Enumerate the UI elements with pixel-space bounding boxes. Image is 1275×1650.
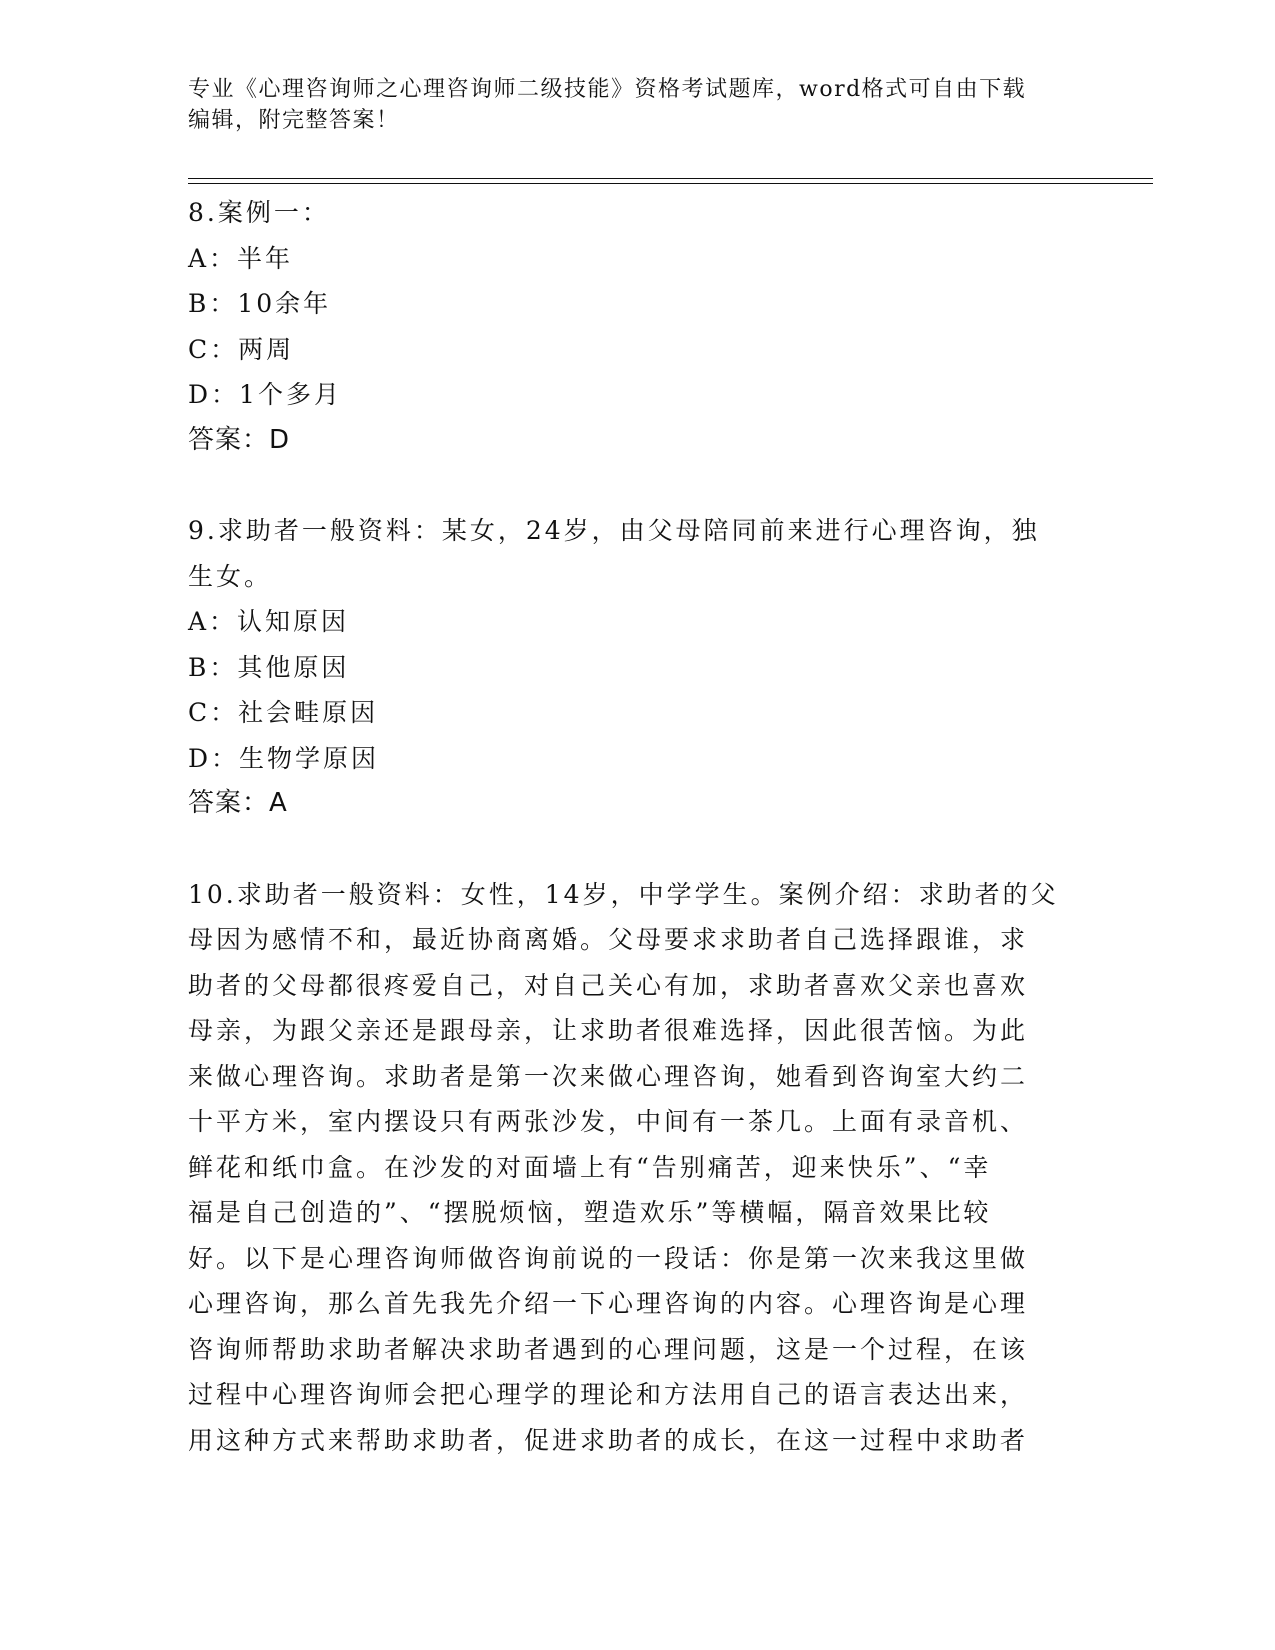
- question-stem-line: 来做心理咨询。求助者是第一次来做心理咨询，她看到咨询室大约二: [188, 1061, 1029, 1091]
- question-list: [188, 190, 1088, 1508]
- question-stem-line: 母因为感情不和，最近协商离婚。父母要求求助者自己选择跟谁，求: [188, 925, 1029, 954]
- question-stem-line: 鲜花和纸巾盒。在沙发的对面墙上有“告别痛苦，迎来快乐”、“幸: [188, 1152, 992, 1182]
- header-line-2: 编辑，附完整答案！: [188, 108, 400, 133]
- answer-label: 答案：A: [188, 788, 288, 818]
- question-stem-line: 10.求助者一般资料：女性，14岁，中学学生。案例介绍：求助者的父: [188, 879, 1059, 909]
- question-stem-line: 咨询师帮助求助者解决求助者遇到的心理问题，这是一个过程，在该: [188, 1334, 1029, 1364]
- question-8: [188, 190, 1088, 463]
- question-stem-line: 用这种方式来帮助求助者，促进求助者的成长，在这一过程中求助者: [188, 1425, 1029, 1455]
- question-stem-line: 福是自己创造的”、“摆脱烦恼，塑造欢乐”等横幅，隔音效果比较: [188, 1198, 992, 1227]
- question-stem-line: 助者的父母都很疼爱自己，对自己关心有加，求助者喜欢父亲也喜欢: [188, 970, 1029, 1000]
- option-a: A：认知原因: [188, 607, 350, 636]
- option-b: B：10余年: [188, 289, 332, 318]
- option-b: B：其他原因: [188, 652, 350, 682]
- header-line-1: 专业《心理咨询师之心理咨询师二级技能》资格考试题库，word格式可自由下载: [188, 77, 1027, 102]
- question-stem-line: 母亲，为跟父亲还是跟母亲，让求助者很难选择，因此很苦恼。为此: [188, 1016, 1029, 1045]
- header-rule-bottom: [188, 183, 1153, 184]
- option-d: D：1个多月: [188, 380, 342, 409]
- option-c: C：社会畦原因: [188, 698, 379, 727]
- page-header: [188, 74, 1068, 136]
- question-stem-line: 过程中心理咨询师会把心理学的理论和方法用自己的语言表达出来，: [188, 1380, 1029, 1409]
- option-a: A：半年: [188, 243, 294, 273]
- header-rule-top: [188, 178, 1153, 179]
- question-stem-line: 心理咨询，那么首先我先介绍一下心理咨询的内容。心理咨询是心理: [188, 1289, 1029, 1318]
- question-stem-line: 十平方米，室内摆设只有两张沙发，中间有一茶几。上面有录音机、: [188, 1107, 1029, 1136]
- question-stem-line: 9.求助者一般资料：某女，24岁，由父母陪同前来进行心理咨询，独: [188, 516, 1040, 545]
- question-10: [188, 872, 1088, 1464]
- option-d: D：生物学原因: [188, 743, 380, 773]
- answer-label: 答案：D: [188, 424, 291, 455]
- option-c: C：两周: [188, 334, 295, 364]
- question-stem: 8.案例一：: [188, 198, 330, 227]
- question-9: [188, 508, 1088, 827]
- question-stem-line: 生女。: [188, 561, 273, 591]
- question-stem-line: 好。以下是心理咨询师做咨询前说的一段话：你是第一次来我这里做: [188, 1243, 1029, 1273]
